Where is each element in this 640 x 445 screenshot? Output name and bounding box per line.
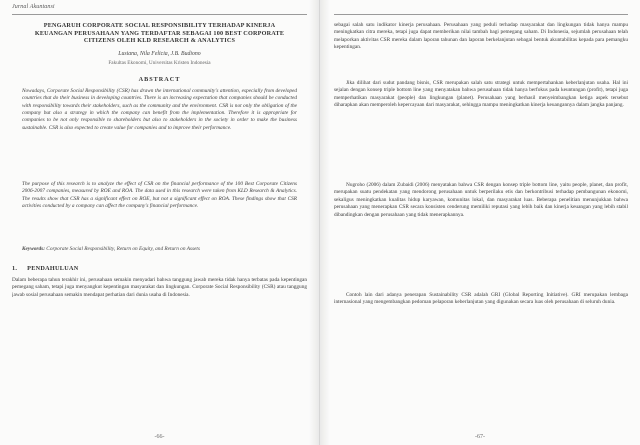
abstract-paragraph-2: The purpose of this research is to analyze the effect of CSR on the financial performance of the 100 Best Corporate Citizens 2006-2007 companies, measured by ROE and ROA. The data used in this research were taken from KLD Research & Analytics. The results show that CSR has a significant effect on ROE, but not a significant effect on ROA. These findings show that CSR activities conducted by a company can affect the company's financial performance. — [22, 180, 297, 209]
abstract-paragraph-1: Nowadays, Corporate Social Responsibility (CSR) has drawn the international community's attention, especially from developed countries that do their business in developing countries. There is an increasing expectation that companies should be conducted with responsibility towards their stakeholders, such as the community and the environment. CSR is not only the obligation of the company but also a strategy in which the company can benefit from the implementation. Therefore it is appropriate for companies to be not only responsible to shareholders but also to stakeholders in the society in order to make the business sustainable. CSR is also expected to create value for companies and to improve their performance. — [22, 87, 297, 131]
section-number: 1. — [12, 264, 18, 272]
keywords-line — [12, 246, 307, 253]
running-head — [12, 6, 307, 15]
keywords-label: Keywords: — [22, 245, 45, 252]
body-paragraph-4: Contoh lain dari adanya penerapan Sustainability CSR adalah GRI (Global Reporting Initiative). GRI merupakan lembaga internasional yang mengembangkan pedoman pelaporan keberlanjutan yang digunakan secara luas oleh perusahaan di seluruh dunia. — [334, 292, 628, 306]
body-paragraph-3: Nugroho (2006) dalam Zubaidi (2006) menyatakan bahwa CSR dengan konsep triple bottom line, yaitu people, planet, dan profit, merupakan suatu pendekatan yang mendorong perusahaan untuk berperilaku etis dan berkontribusi terhadap pembangunan ekonomi, sekaligus meningkatkan kualitas hidup karyawan, komunitas lokal, dan masyarakat luas. Beberapa penelitian menunjukkan bahwa perusahaan yang menerapkan CSR secara konsisten cenderung memiliki reputasi yang lebih baik dan kinerja keuangan yang lebih stabil dibandingkan dengan perusahaan yang tidak menerapkannya. — [334, 182, 628, 218]
gutter-shadow-left — [309, 0, 319, 445]
paper-authors: Lusiana, Nila Felicia, J.B. Budiono — [118, 50, 201, 57]
introduction-paragraph: Dalam beberapa tahun terakhir ini, perusahaan semakin menyadari bahwa tanggung jawab mereka tidak hanya terbatas pada kepentingan pemegang saham, tetapi juga menyangkut kepentingan masyarakat dan lingkungan. Corporate Social Responsibility (CSR) atau tanggung jawab sosial perusahaan semakin mendapat perhatian dari dunia usaha di Indonesia. — [12, 276, 307, 298]
keywords-text: Corporate Social Responsibility, Return on Equity, and Return on Assets — [46, 245, 200, 252]
gutter-shadow-right — [320, 0, 330, 445]
page-number-left: -66- — [154, 434, 165, 440]
running-head-journal: Jurnal Akuntansi — [12, 4, 55, 10]
right-page — [320, 0, 640, 445]
abstract-block — [12, 88, 307, 241]
paper-affiliation: Fakultas Ekonomi, Universitas Kristen Indonesia — [108, 59, 211, 66]
paper-title: PENGARUH CORPORATE SOCIAL RESPONSIBILITY TERHADAP KINERJA KEUANGAN PERUSAHAAN YANG TERDAFTAR SEBAGAI 100 BEST CORPORATE CITIZENS OLEH KLD RESEARCH & ANALYTICS — [34, 22, 285, 45]
body-paragraph-2: Jika dilihat dari sudut pandang bisnis, CSR merupakan salah satu strategi untuk mempertahankan keberlanjutan usaha. Hal ini sejalan dengan konsep triple bottom line yang menyatakan bahwa perusahaan tidak hanya berfokus pada keuntungan (profit), tetapi juga memperhatikan masyarakat (people) dan lingkungan (planet). Perusahaan yang berhasil menyeimbangkan ketiga aspek tersebut diharapkan akan memperoleh kepercayaan dari masyarakat, sehingga mampu meningkatkan kinerja keuangannya dalam jangka panjang. — [334, 80, 628, 109]
section-heading-introduction — [12, 265, 307, 272]
section-title: PENDAHULUAN — [27, 264, 79, 272]
abstract-heading: ABSTRACT — [138, 75, 181, 83]
body-paragraph-1: sebagai salah satu indikator kinerja perusahaan. Perusahaan yang peduli terhadap masyarakat dan lingkungan tidak hanya mampu meningkatkan citra mereka, tetapi juga dapat memberikan nilai tambah bagi pemegang saham. Di Indonesia, sejumlah perusahaan telah melaporkan aktivitas CSR mereka dalam laporan tahunan dan laporan berkelanjutan sebagai bentuk akuntabilitas kepada para pemangku kepentingan. — [334, 22, 628, 51]
running-head-right — [334, 6, 628, 15]
page-number-right: -67- — [475, 434, 485, 440]
